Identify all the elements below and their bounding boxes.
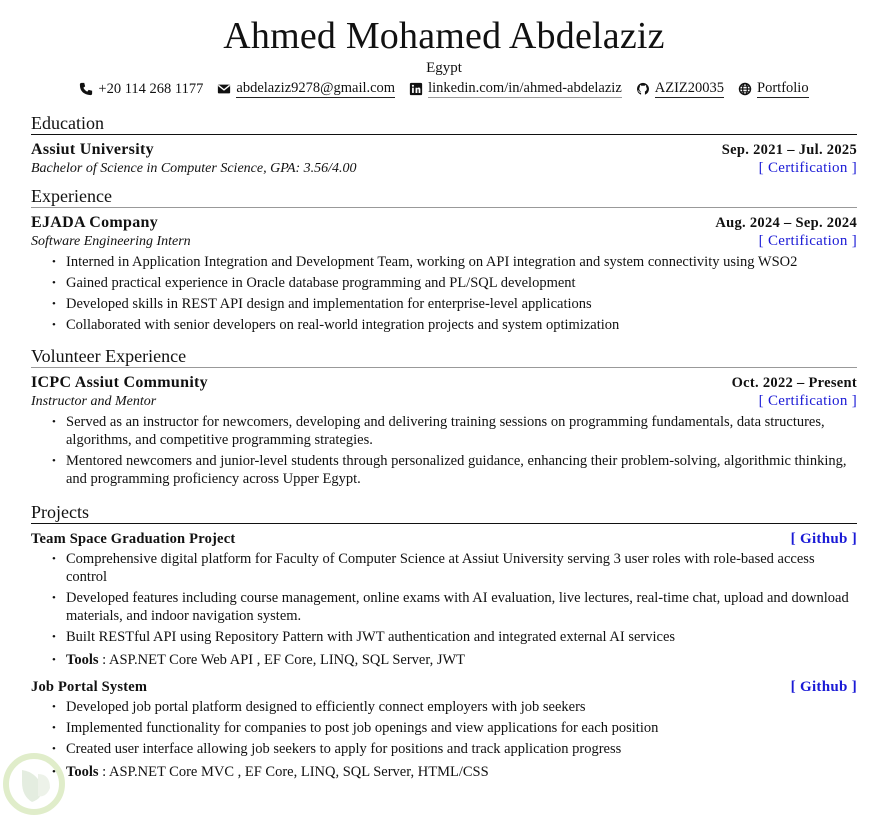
tools-label: Tools [66, 652, 99, 668]
envelope-icon [217, 82, 231, 96]
portfolio-link[interactable]: Portfolio [757, 79, 809, 96]
list-item: • Served as an instructor for newcomers, developing and delivering training sessions on programming fundamentals, data structures, algorithms, and competitive programming strategies. [66, 413, 857, 449]
contact-phone [79, 79, 203, 99]
contact-portfolio[interactable] [738, 81, 809, 98]
linkedin-icon [409, 82, 423, 96]
email-link[interactable]: abdelaziz9278@gmail.com [236, 79, 396, 96]
list-item: • Comprehensive digital platform for Faculty of Computer Science at Assiut University serving 3 user roles with role-based access control [66, 550, 857, 586]
company-name: EJADA Company [31, 214, 159, 231]
contact-github[interactable] [636, 81, 724, 98]
education-dates: Sep. 2021 – Jul. 2025 [721, 142, 857, 158]
experience-entry [31, 208, 857, 334]
list-item: • Developed skills in REST API design and implementation for enterprise-level applications [66, 295, 857, 313]
volunteer-role: Instructor and Mentor [31, 394, 157, 409]
volunteer-certification-link[interactable]: [ Certification ] [758, 393, 857, 409]
role-title: Software Engineering Intern [31, 234, 191, 249]
project-name: Job Portal System [31, 679, 148, 695]
degree-text: Bachelor of Science in Computer Science, GPA: 3.56/4.00 [31, 161, 357, 176]
tools-list: : ASP.NET Core MVC , EF Core, LINQ, SQL Server, HTML/CSS [102, 764, 489, 780]
volunteer-entry [31, 368, 857, 488]
organization-name: ICPC Assiut Community [31, 374, 208, 391]
github-icon [636, 82, 650, 96]
education-entry [31, 135, 857, 178]
globe-icon [738, 82, 752, 96]
experience-bullets [31, 253, 857, 334]
github-link[interactable]: AZIZ20035 [654, 79, 725, 96]
list-item: • Implemented functionality for companies to post job openings and view applications for each position [66, 719, 857, 737]
watermark-logo-icon [2, 752, 66, 832]
project-github-link[interactable]: [ Github ] [790, 679, 857, 695]
project-bullets [31, 550, 857, 669]
list-item: • Developed job portal platform designed to efficiently connect employers with job seekers [66, 698, 857, 716]
list-item: • Created user interface allowing job seekers to apply for positions and track application progress [66, 740, 857, 758]
project-name: Team Space Graduation Project [31, 531, 236, 547]
candidate-location: Egypt [426, 60, 462, 76]
resume-page [31, 0, 857, 784]
list-item: • Built RESTful API using Repository Pattern with JWT authentication and integrated external AI services [66, 628, 857, 646]
contact-linkedin[interactable] [409, 81, 622, 98]
education-certification-link[interactable]: [ Certification ] [758, 160, 857, 176]
experience-certification-link[interactable]: [ Certification ] [758, 233, 857, 249]
section-title-volunteer: Volunteer Experience [31, 346, 857, 368]
section-title-education: Education [31, 113, 857, 135]
tools-list: : ASP.NET Core Web API , EF Core, LINQ, SQL Server, JWT [102, 652, 466, 668]
list-item: • Developed features including course management, online exams with AI evaluation, live lectures, real-time chat, upload and download materials, and indoor navigation system. [66, 589, 857, 625]
list-item: • Mentored newcomers and junior-level students through personalized guidance, enhancing their problem-solving, algorithmic thinking, and programming proficiency across Upper Egypt. [66, 452, 857, 488]
list-item: • Gained practical experience in Oracle database programming and PL/SQL development [66, 274, 857, 292]
section-title-projects: Projects [31, 502, 857, 524]
tools-label: Tools [66, 764, 99, 780]
phone-icon [79, 82, 93, 96]
contact-email[interactable] [217, 81, 395, 98]
project-github-link[interactable]: [ Github ] [790, 531, 857, 547]
linkedin-link[interactable]: linkedin.com/in/ahmed-abdelaziz [428, 79, 622, 96]
contact-bar [31, 79, 857, 99]
candidate-name: Ahmed Mohamed Abdelaziz [223, 15, 665, 57]
section-title-experience: Experience [31, 186, 857, 208]
experience-dates: Aug. 2024 – Sep. 2024 [715, 215, 857, 231]
project-entry [31, 672, 857, 781]
volunteer-dates: Oct. 2022 – Present [731, 375, 857, 391]
list-item [66, 763, 857, 781]
list-item: • Collaborated with senior developers on real-world integration projects and system optimization [66, 316, 857, 334]
project-bullets [31, 698, 857, 781]
phone-number: +20 114 268 1177 [98, 81, 204, 97]
institution-name: Assiut University [31, 141, 154, 158]
volunteer-bullets [31, 413, 857, 488]
project-entry [31, 524, 857, 669]
list-item: • Interned in Application Integration and Development Team, working on API integration and system connectivity using WSO2 [66, 253, 857, 271]
list-item [66, 651, 857, 669]
